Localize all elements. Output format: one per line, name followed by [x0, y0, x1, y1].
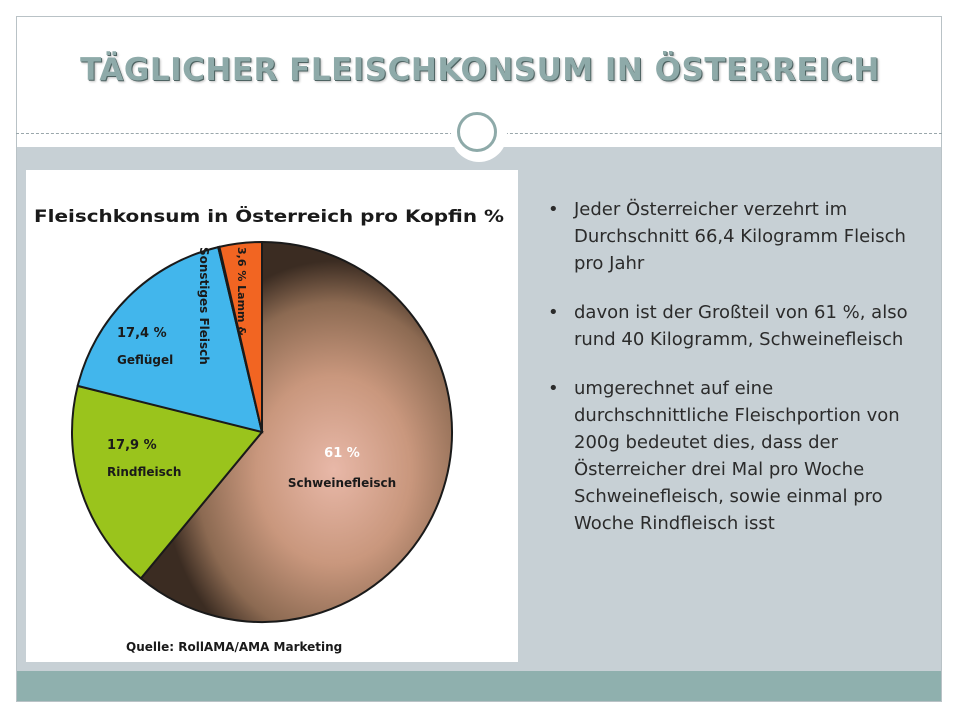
chart-source: Quelle: RollAMA/AMA Marketing	[126, 640, 343, 654]
bullet-dot-icon: •	[548, 199, 559, 220]
label-pork-value: 61 %	[324, 446, 360, 461]
label-gefluegel-name: Geflügel	[117, 353, 174, 367]
label-sonstiges-vertical: Sonstiges Fleisch	[197, 247, 211, 365]
slide-title: TÄGLICHER FLEISCHKONSUM IN ÖSTERREICH	[80, 52, 880, 88]
label-rind-name: Rindfleisch	[107, 465, 182, 479]
pie-chart-panel	[26, 170, 518, 662]
bullet-text: davon ist der Großteil von 61 %, also rund 40 Kilogramm, Schweinefleisch	[574, 302, 908, 350]
bullet-text: umgerechnet auf eine durchschnittliche Fleischportion von 200g bedeutet dies, dass der Österreicher drei Mal pro Woche Schweinefleisch, sowie einmal pro Woche Rindfleisch isst	[574, 378, 900, 534]
label-gefluegel-value: 17,4 %	[117, 326, 167, 341]
bullet-dot-icon: •	[548, 302, 559, 323]
bullet-item	[548, 299, 918, 353]
bullet-text: Jeder Österreicher verzehrt im Durchschnitt 66,4 Kilogramm Fleisch pro Jahr	[574, 199, 906, 274]
label-pork-name: Schweinefleisch	[287, 476, 397, 490]
label-lamm-vertical: 3,6 % Lamm &	[235, 247, 248, 336]
bullet-list	[548, 196, 918, 559]
pie-chart	[26, 170, 518, 662]
chart-title: Fleischkonsum in Österreich pro Kopfin %	[34, 207, 435, 227]
divider-ring-inner	[457, 112, 497, 152]
footer-band	[17, 671, 941, 701]
bullet-item	[548, 375, 918, 537]
divider-ring-icon	[451, 106, 507, 162]
label-rind-value: 17,9 %	[107, 438, 157, 453]
bullet-dot-icon: •	[548, 378, 559, 399]
pie-slices	[72, 242, 452, 622]
bullet-item	[548, 196, 918, 277]
